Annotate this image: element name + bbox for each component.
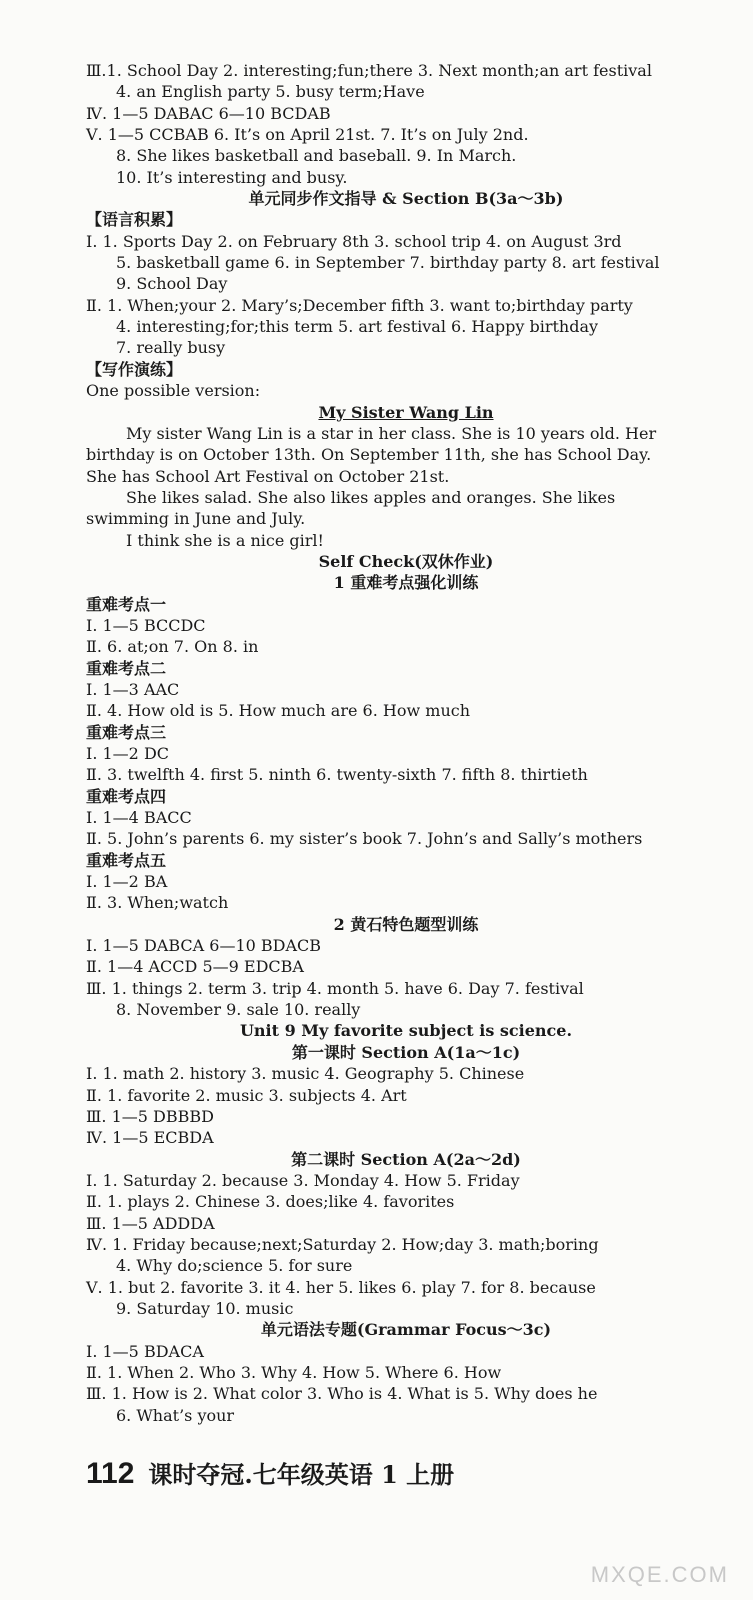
- section-heading: 单元语法专题(Grammar Focus～3c): [260, 1320, 552, 1340]
- answer-line: Ⅲ.1. School Day 2. interesting;fun;there 3. Next month;an art festival: [86, 61, 652, 80]
- answer-line: 7. really busy: [116, 338, 226, 358]
- section-heading: 第一课时 Section A(1a～1c): [291, 1042, 521, 1062]
- answer-line: 8. November 9. sale 10. really: [116, 1000, 361, 1020]
- subsection-heading: 【语言积累】: [86, 210, 183, 230]
- answer-line: Ⅱ. 1. plays 2. Chinese 3. does;like 4. favorites: [86, 1192, 455, 1212]
- answer-line: Ⅴ. 1—5 CCBAB 6. It’s on April 21st. 7. It’s on July 2nd.: [86, 125, 529, 145]
- answer-line: Ⅱ. 3. twelfth 4. first 5. ninth 6. twenty-sixth 7. fifth 8. thirtieth: [86, 765, 588, 785]
- answer-line: Ⅲ. 1—5 ADDDA: [86, 1213, 215, 1233]
- book-title: 课时夺冠.七年级英语 1 上册: [148, 1460, 455, 1489]
- answer-line: 9. Saturday 10. music: [116, 1298, 294, 1318]
- answer-line: Ⅳ. 1—5 DABAC 6—10 BCDAB: [86, 103, 331, 123]
- subsection-heading: 重难考点五: [86, 850, 167, 870]
- answer-line: Ⅴ. 1. but 2. favorite 3. it 4. her 5. likes 6. play 7. for 8. because: [86, 1277, 596, 1297]
- answer-line: Ⅱ. 1—4 ACCD 5—9 EDCBA: [86, 957, 304, 977]
- section-heading: 第二课时 Section A(2a～2d): [291, 1149, 521, 1169]
- answer-line: Ⅱ. 5. John’s parents 6. my sister’s book 7. John’s and Sally’s mothers: [86, 829, 643, 849]
- section-heading: 1 重难考点强化训练: [333, 573, 479, 593]
- answer-line: Ⅰ. 1—5 DABCA 6—10 BDACB: [86, 936, 322, 956]
- essay-paragraph-start: I think she is a nice girl!: [126, 530, 324, 550]
- section-heading: 2 黄石特色题型训练: [333, 914, 479, 934]
- essay-paragraph-start: My sister Wang Lin is a star in her class. She is 10 years old. Her: [126, 423, 657, 443]
- answer-line: 5. basketball game 6. in September 7. birthday party 8. art festival: [116, 253, 660, 273]
- subsection-heading: 重难考点四: [86, 786, 167, 806]
- answer-line: Ⅲ. 1—5 DBBBD: [86, 1106, 214, 1126]
- watermark: MXQE.COM: [590, 1562, 729, 1587]
- page-footer: [86, 1455, 454, 1491]
- answer-line: 9. School Day: [116, 274, 228, 294]
- answer-key-page: [86, 60, 726, 1426]
- answer-line: Ⅲ. 1. things 2. term 3. trip 4. month 5. have 6. Day 7. festival: [86, 978, 584, 998]
- answer-line: Ⅳ. 1. Friday because;next;Saturday 2. How;day 3. math;boring: [86, 1234, 599, 1254]
- section-heading: Unit 9 My favorite subject is science.: [239, 1021, 573, 1041]
- answer-line: 10. It’s interesting and busy.: [116, 167, 348, 187]
- answer-line: 4. an English party 5. busy term;Have: [116, 82, 425, 102]
- answer-line: Ⅱ. 1. When;your 2. Mary’s;December fifth 3. want to;birthday party: [86, 295, 633, 315]
- answer-line: Ⅱ. 1. When 2. Who 3. Why 4. How 5. Where 6. How: [86, 1362, 502, 1382]
- answer-line: Ⅰ. 1—4 BACC: [86, 808, 192, 828]
- answer-line: birthday is on October 13th. On September 11th, she has School Day.: [86, 445, 652, 465]
- answer-line: Ⅰ. 1. math 2. history 3. music 4. Geography 5. Chinese: [86, 1064, 525, 1084]
- subsection-heading: 重难考点一: [86, 594, 167, 614]
- answer-line: Ⅱ. 4. How old is 5. How much are 6. How much: [86, 701, 471, 721]
- subsection-heading: 重难考点二: [86, 658, 167, 678]
- essay-paragraph-start: She likes salad. She also likes apples and oranges. She likes: [126, 487, 616, 507]
- answer-line: Ⅰ. 1. Saturday 2. because 3. Monday 4. How 5. Friday: [86, 1170, 520, 1190]
- answer-line: One possible version:: [86, 381, 261, 401]
- answer-line: 8. She likes basketball and baseball. 9. In March.: [116, 146, 517, 166]
- answer-line: 4. interesting;for;this term 5. art festival 6. Happy birthday: [116, 317, 599, 337]
- answer-line: Ⅱ. 1. favorite 2. music 3. subjects 4. Art: [86, 1085, 407, 1105]
- answer-line: Ⅰ. 1—5 BCCDC: [86, 615, 206, 635]
- subsection-heading: 【写作演练】: [86, 359, 183, 379]
- answer-line: 4. Why do;science 5. for sure: [116, 1256, 353, 1276]
- answer-line: 6. What’s your: [116, 1405, 235, 1425]
- page-number: 112: [86, 1457, 135, 1490]
- subsection-heading: 重难考点三: [86, 722, 167, 742]
- section-heading: 单元同步作文指导 & Section B(3a～3b): [248, 189, 564, 209]
- answer-line: Ⅱ. 6. at;on 7. On 8. in: [86, 637, 259, 657]
- section-heading: Self Check(双休作业): [318, 551, 494, 571]
- answer-line: Ⅳ. 1—5 ECBDA: [86, 1128, 214, 1148]
- answer-line: swimming in June and July.: [86, 509, 306, 529]
- answer-line: Ⅰ. 1—3 AAC: [86, 679, 180, 699]
- answer-line: Ⅰ. 1—2 DC: [86, 744, 170, 763]
- answer-line: Ⅰ. 1. Sports Day 2. on February 8th 3. school trip 4. on August 3rd: [86, 231, 622, 251]
- answer-line: She has School Art Festival on October 21st.: [86, 466, 450, 486]
- answer-line: Ⅲ. 1. How is 2. What color 3. Who is 4. What is 5. Why does he: [86, 1384, 598, 1404]
- answer-line: Ⅱ. 3. When;watch: [86, 893, 229, 913]
- answer-line: Ⅰ. 1—2 BA: [86, 872, 168, 892]
- answer-line: Ⅰ. 1—5 BDACA: [86, 1341, 204, 1361]
- essay-title: My Sister Wang Lin: [318, 402, 494, 422]
